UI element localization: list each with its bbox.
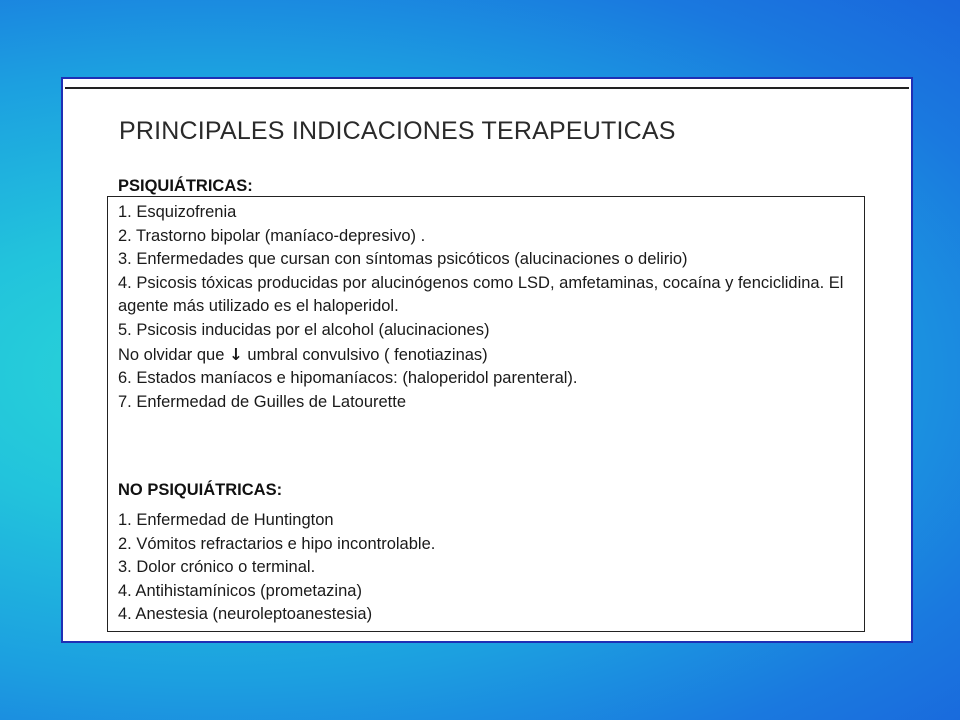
- list-item: 4. Anestesia (neuroleptoanestesia): [118, 605, 373, 624]
- down-arrow-icon: ↓: [228, 344, 243, 364]
- list-item: 5. Psicosis inducidas por el alcohol (alucinaciones): [118, 320, 490, 339]
- slide-frame: [61, 77, 913, 643]
- list-item: 6. Estados maníacos e hipomaníacos: (haloperidol parenteral).: [118, 369, 578, 388]
- top-rule: [65, 87, 909, 89]
- list-item: 1. Enfermedad de Huntington: [118, 511, 334, 529]
- convulsive-threshold-note: [118, 343, 858, 368]
- psiquiatricas-list: [118, 201, 858, 414]
- note-text-before: No olvidar que: [118, 345, 229, 364]
- list-item: 4. Psicosis tóxicas producidas por alucinógenos como LSD, amfetaminas, cocaína y fenciclidina. El agente más utilizado es el haloperidol.: [118, 273, 844, 316]
- list-item: 4. Antihistamínicos (prometazina): [118, 581, 362, 600]
- list-item: 3. Dolor crónico o terminal.: [118, 558, 316, 577]
- list-item: 2. Trastorno bipolar (maníaco-depresivo) .: [118, 226, 426, 245]
- slide-title: PRINCIPALES INDICACIONES TERAPEUTICAS: [119, 117, 676, 145]
- list-item: 7. Enfermedad de Guilles de Latourette: [118, 392, 407, 411]
- no-psiquiatricas-list: [118, 509, 818, 627]
- list-item: 1. Esquizofrenia: [118, 203, 237, 221]
- list-item: 2. Vómitos refractarios e hipo incontrolable.: [118, 534, 436, 553]
- list-item: 3. Enfermedades que cursan con síntomas psicóticos (alucinaciones o delirio): [118, 250, 688, 269]
- note-text-after: umbral convulsivo ( fenotiazinas): [242, 345, 488, 364]
- no-psiquiatricas-heading: NO PSIQUIÁTRICAS:: [118, 481, 283, 499]
- psiquiatricas-heading: PSIQUIÁTRICAS:: [118, 177, 253, 195]
